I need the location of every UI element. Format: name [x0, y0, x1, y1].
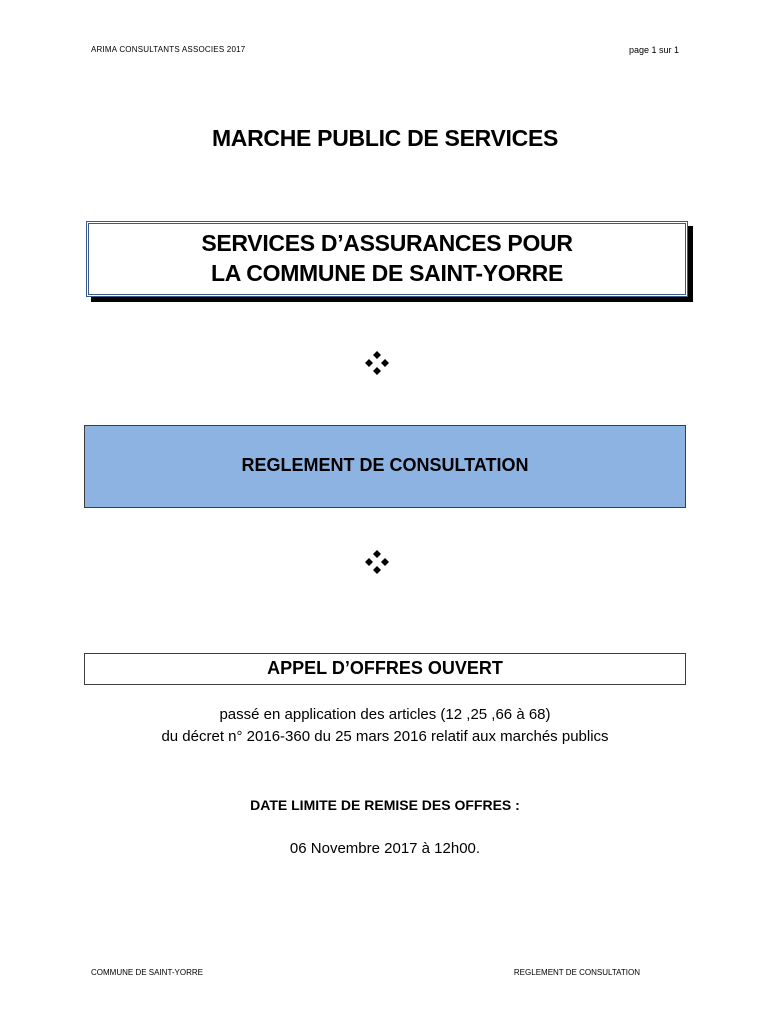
framed-title-line-1: SERVICES D’ASSURANCES POUR [201, 230, 573, 256]
legal-basis-line-1: passé en application des articles (12 ,25 ,66 à 68) [219, 706, 551, 723]
deadline-label: DATE LIMITE DE REMISE DES OFFRES : [250, 797, 520, 813]
consultation-banner-label: REGLEMENT DE CONSULTATION [241, 455, 529, 475]
header-page-number: page 1 sur 1 [628, 45, 679, 55]
framed-title-box [86, 221, 688, 297]
footer-right-text: REGLEMENT DE CONSULTATION [513, 968, 640, 977]
framed-title-line-2: LA COMMUNE DE SAINT-YORRE [211, 260, 563, 286]
procedure-label: APPEL D’OFFRES OUVERT [267, 658, 503, 678]
header-left-text: ARIMA CONSULTANTS ASSOCIES 2017 [91, 45, 246, 54]
four-diamonds-icon [364, 350, 390, 376]
page-title: MARCHE PUBLIC DE SERVICES [211, 125, 559, 151]
four-diamonds-icon [364, 549, 390, 575]
procedure-box [84, 653, 686, 685]
consultation-banner [84, 425, 686, 508]
deadline-value: 06 Novembre 2017 à 12h00. [289, 840, 481, 857]
footer-left-text: COMMUNE DE SAINT-YORRE [91, 968, 204, 977]
legal-basis-line-2: du décret n° 2016-360 du 25 mars 2016 relatif aux marchés publics [161, 728, 609, 745]
